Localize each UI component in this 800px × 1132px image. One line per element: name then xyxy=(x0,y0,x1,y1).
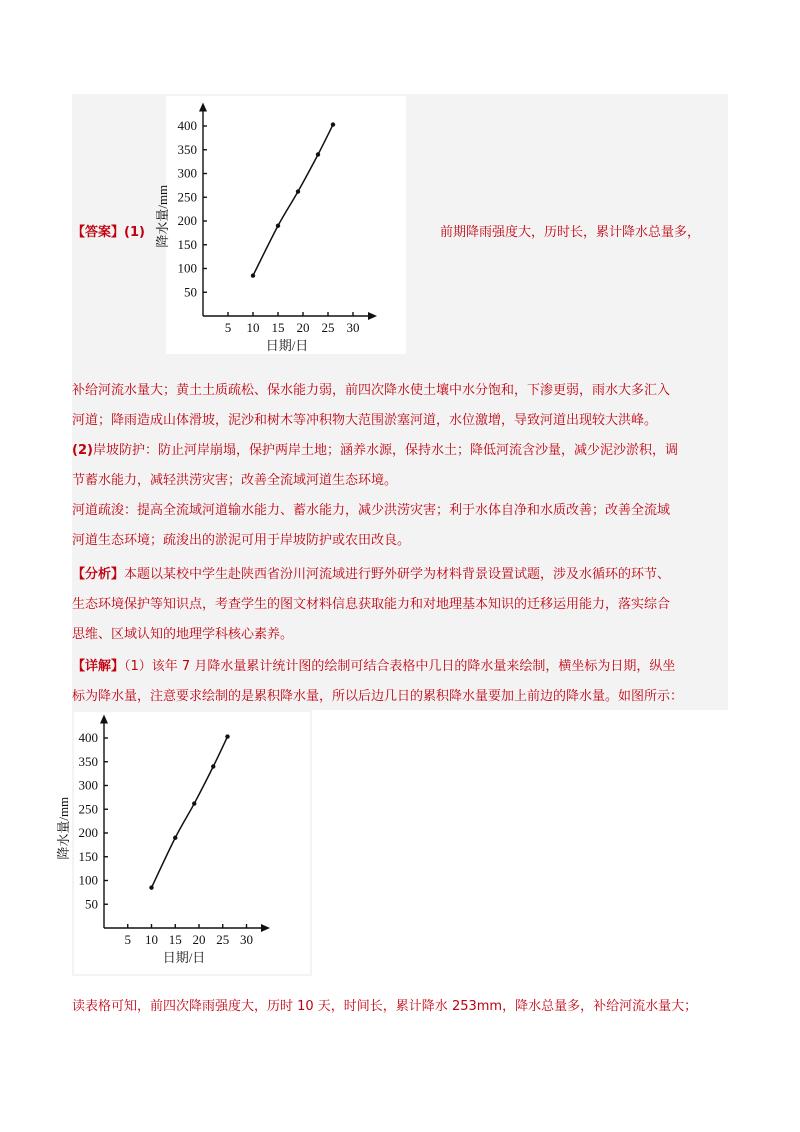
chart1-y-tick-label: 100 xyxy=(177,260,197,276)
conclusion-line: 读表格可知，前四次降雨强度大，历时 10 天，时间长，累计降水 253mm，降水总量多，补给河流水量大； xyxy=(72,999,698,1014)
analysis-tag: 【分析】 xyxy=(72,567,125,582)
chart2-x-tick-label: 30 xyxy=(240,932,253,947)
chart1-y-axis-arrow xyxy=(199,103,207,112)
analysis-line3: 思维、区域认知的地理学科核心素养。 xyxy=(72,627,294,642)
answer-tag: 【答案】 xyxy=(72,225,125,240)
analysis-line2: 生态环境保护等知识点，考查学生的图文材料信息获取能力和对地理基本知识的迁移运用能力，落实综合 xyxy=(72,597,671,612)
chart2-data-point xyxy=(211,764,215,768)
para2-text: 岸坡防护：防止河岸崩塌，保护两岸土地；涵养水源，保持水土；降低河流含沙量，减少泥沙淤积，调 xyxy=(92,443,678,458)
chart2-x-tick-label: 5 xyxy=(124,932,131,947)
chart2-y-tick-label: 300 xyxy=(78,777,98,793)
analysis-text: 本题以某校中学生赴陕西省汾川河流域进行野外研学为材料背景设置试题，涉及水循环的环节、 xyxy=(124,567,671,582)
chart1-x-tick-label: 15 xyxy=(271,320,285,335)
chart1-y-tick-label: 250 xyxy=(177,189,197,205)
chart2-data-point xyxy=(192,801,196,805)
detail-tag: 【详解】 xyxy=(72,659,125,674)
answer-after-chart xyxy=(440,218,700,248)
cumulative-rainfall-chart-1 xyxy=(155,96,406,354)
analysis-line1 xyxy=(72,560,670,590)
chart1-data-point xyxy=(251,273,255,277)
chart2-x-tick-label: 15 xyxy=(168,932,182,947)
chart1-x-tick-label: 20 xyxy=(296,320,310,335)
chart1-y-tick-label: 150 xyxy=(177,236,197,252)
chart2-y-axis-label: 降水量/mm xyxy=(56,796,71,860)
chart1-x-tick-label: 25 xyxy=(321,320,335,335)
para2-line2: 节蓄水能力，减轻洪涝灾害；改善全流域河道生态环境。 xyxy=(72,473,398,488)
chart2-y-tick-label: 100 xyxy=(78,872,98,888)
chart2-y-tick-label: 350 xyxy=(78,753,98,769)
detail-line2: 标为降水量，注意要求绘制的是累积降水量，所以后边几日的累积降水量要加上前边的降水量。如图所示： xyxy=(72,689,684,704)
para1-line2: 河道；降雨造成山体滑坡，泥沙和树木等冲积物大范围淤塞河道，水位激增，导致河道出现较大洪峰。 xyxy=(72,413,658,428)
detail-text: （1）该年 7 月降水量累计统计图的绘制可结合表格中几日的降水量来绘制，横坐标为日期，纵坐 xyxy=(124,659,676,674)
chart2-x-tick-label: 10 xyxy=(145,932,158,947)
chart2-data-point xyxy=(149,885,153,889)
chart1-series-line xyxy=(253,125,333,276)
chart-2-container xyxy=(56,712,310,974)
cumulative-rainfall-chart-2 xyxy=(56,712,310,974)
chart2-y-tick-label: 150 xyxy=(78,848,98,864)
chart1-y-axis-label: 降水量/mm xyxy=(155,184,170,248)
chart1-x-axis-label: 日期/日 xyxy=(265,338,309,353)
para3-line1: 河道疏浚：提高全流域河道输水能力、蓄水能力，减少洪涝灾害；利于水体自净和水质改善；改善全流域 xyxy=(72,503,671,518)
chart1-x-tick-label: 5 xyxy=(224,320,232,335)
chart1-y-tick-label: 400 xyxy=(177,118,197,133)
chart1-y-tick-label: 200 xyxy=(177,213,197,228)
chart2-x-axis-label: 日期/日 xyxy=(162,950,206,965)
chart2-y-axis-arrow xyxy=(100,715,108,724)
para1-line1: 补给河流水量大；黄土土质疏松、保水能力弱，前四次降水使土壤中水分饱和，下渗更弱，雨水大多汇入 xyxy=(72,383,671,398)
chart1-y-tick-label: 300 xyxy=(177,165,197,181)
chart1-x-axis-arrow xyxy=(368,312,377,320)
chart1-data-point xyxy=(276,224,280,228)
chart2-y-tick-label: 400 xyxy=(78,730,98,745)
chart1-data-point xyxy=(331,122,335,126)
chart1-data-point xyxy=(316,152,320,156)
para2-number: (2) xyxy=(72,443,93,458)
chart1-x-tick-label: 10 xyxy=(246,320,260,335)
chart-1-container xyxy=(155,96,406,354)
chart2-data-point xyxy=(225,734,229,738)
para3-line2: 河道生态环境；疏浚出的淤泥可用于岸坡防护或农田改良。 xyxy=(72,533,411,548)
chart2-y-tick-label: 250 xyxy=(78,801,98,817)
chart1-data-point xyxy=(296,189,300,193)
para2-line1 xyxy=(72,436,678,466)
chart2-data-point xyxy=(173,836,177,840)
chart2-y-tick-label: 50 xyxy=(85,896,98,912)
chart1-y-tick-label: 350 xyxy=(177,141,197,157)
chart1-x-tick-label: 30 xyxy=(346,320,360,335)
chart2-x-tick-label: 25 xyxy=(216,932,230,947)
chart2-y-tick-label: 200 xyxy=(78,825,98,840)
chart2-series-line xyxy=(152,737,228,888)
chart1-y-tick-label: 50 xyxy=(184,284,197,300)
chart2-x-tick-label: 20 xyxy=(192,932,206,947)
detail-line1 xyxy=(72,652,675,682)
answer-number: (1) xyxy=(124,225,145,240)
answer-continued-text: 前期降雨强度大，历时长，累计降水总量多， xyxy=(440,225,701,240)
chart2-x-axis-arrow xyxy=(261,924,270,932)
answer-line xyxy=(72,218,145,248)
